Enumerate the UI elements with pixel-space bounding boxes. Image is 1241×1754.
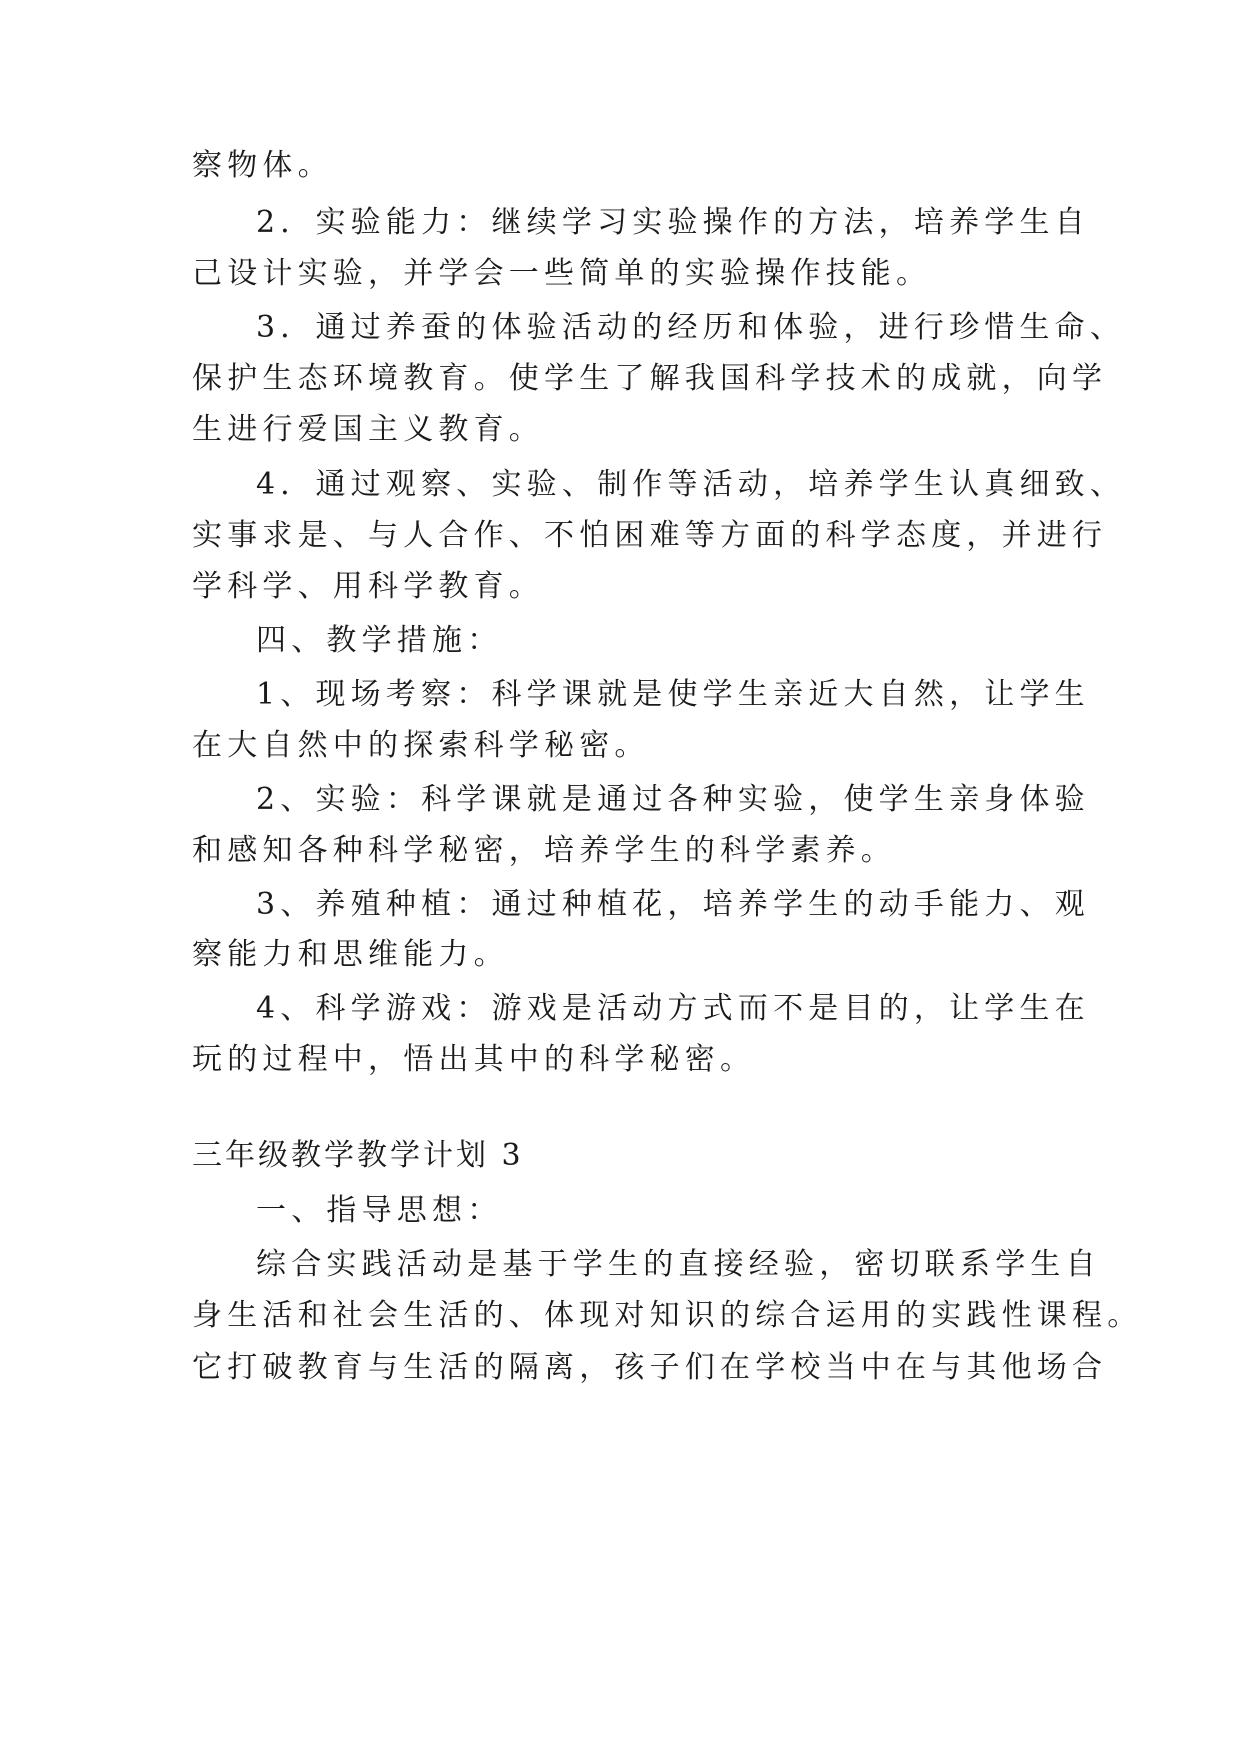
paragraph-line: 学科学、用科学教育。 [192,569,544,604]
paragraph-line: 察物体。 [192,148,333,183]
paragraph-line: 实事求是、与人合作、不怕困难等方面的科学态度，并进行 [192,518,1108,553]
paragraph-line: 它打破教育与生活的隔离，孩子们在学校当中在与其他场合 [192,1350,1108,1385]
section-heading: 四、教学措施： [256,623,503,658]
paragraph-line: 1、现场考察：科学课就是使学生亲近大自然，让学生 [256,677,1090,712]
paragraph-line: 己设计实验，并学会一些简单的实验操作技能。 [192,256,932,291]
paragraph-line: 3．通过养蚕的体验活动的经历和体验，进行珍惜生命、 [256,310,1126,345]
paragraph-line: 4．通过观察、实验、制作等活动，培养学生认真细致、 [256,467,1126,502]
section-heading: 一、指导思想： [256,1193,503,1228]
paragraph-line: 玩的过程中，悟出其中的科学秘密。 [192,1042,756,1077]
paragraph-line: 保护生态环境教育。使学生了解我国科学技术的成就，向学 [192,361,1108,396]
paragraph-line: 察能力和思维能力。 [192,937,509,972]
paragraph-line: 生进行爱国主义教育。 [192,412,544,447]
paragraph-line: 身生活和社会生活的、体现对知识的综合运用的实践性课程。 [192,1298,1143,1333]
paragraph-line: 4、科学游戏：游戏是活动方式而不是目的，让学生在 [256,991,1090,1026]
paragraph-line: 综合实践活动是基于学生的直接经验，密切联系学生自 [256,1247,1101,1282]
paragraph-line: 2、实验：科学课就是通过各种实验，使学生亲身体验 [256,782,1090,817]
paragraph-line: 2．实验能力：继续学习实验操作的方法，培养学生自 [256,205,1090,240]
paragraph-line: 3、养殖种植：通过种植花，培养学生的动手能力、观 [256,887,1090,922]
paragraph-line: 在大自然中的探索科学秘密。 [192,728,650,763]
paragraph-line: 和感知各种科学秘密，培养学生的科学素养。 [192,833,896,868]
document-title: 三年级教学教学计划 3 [192,1138,524,1173]
